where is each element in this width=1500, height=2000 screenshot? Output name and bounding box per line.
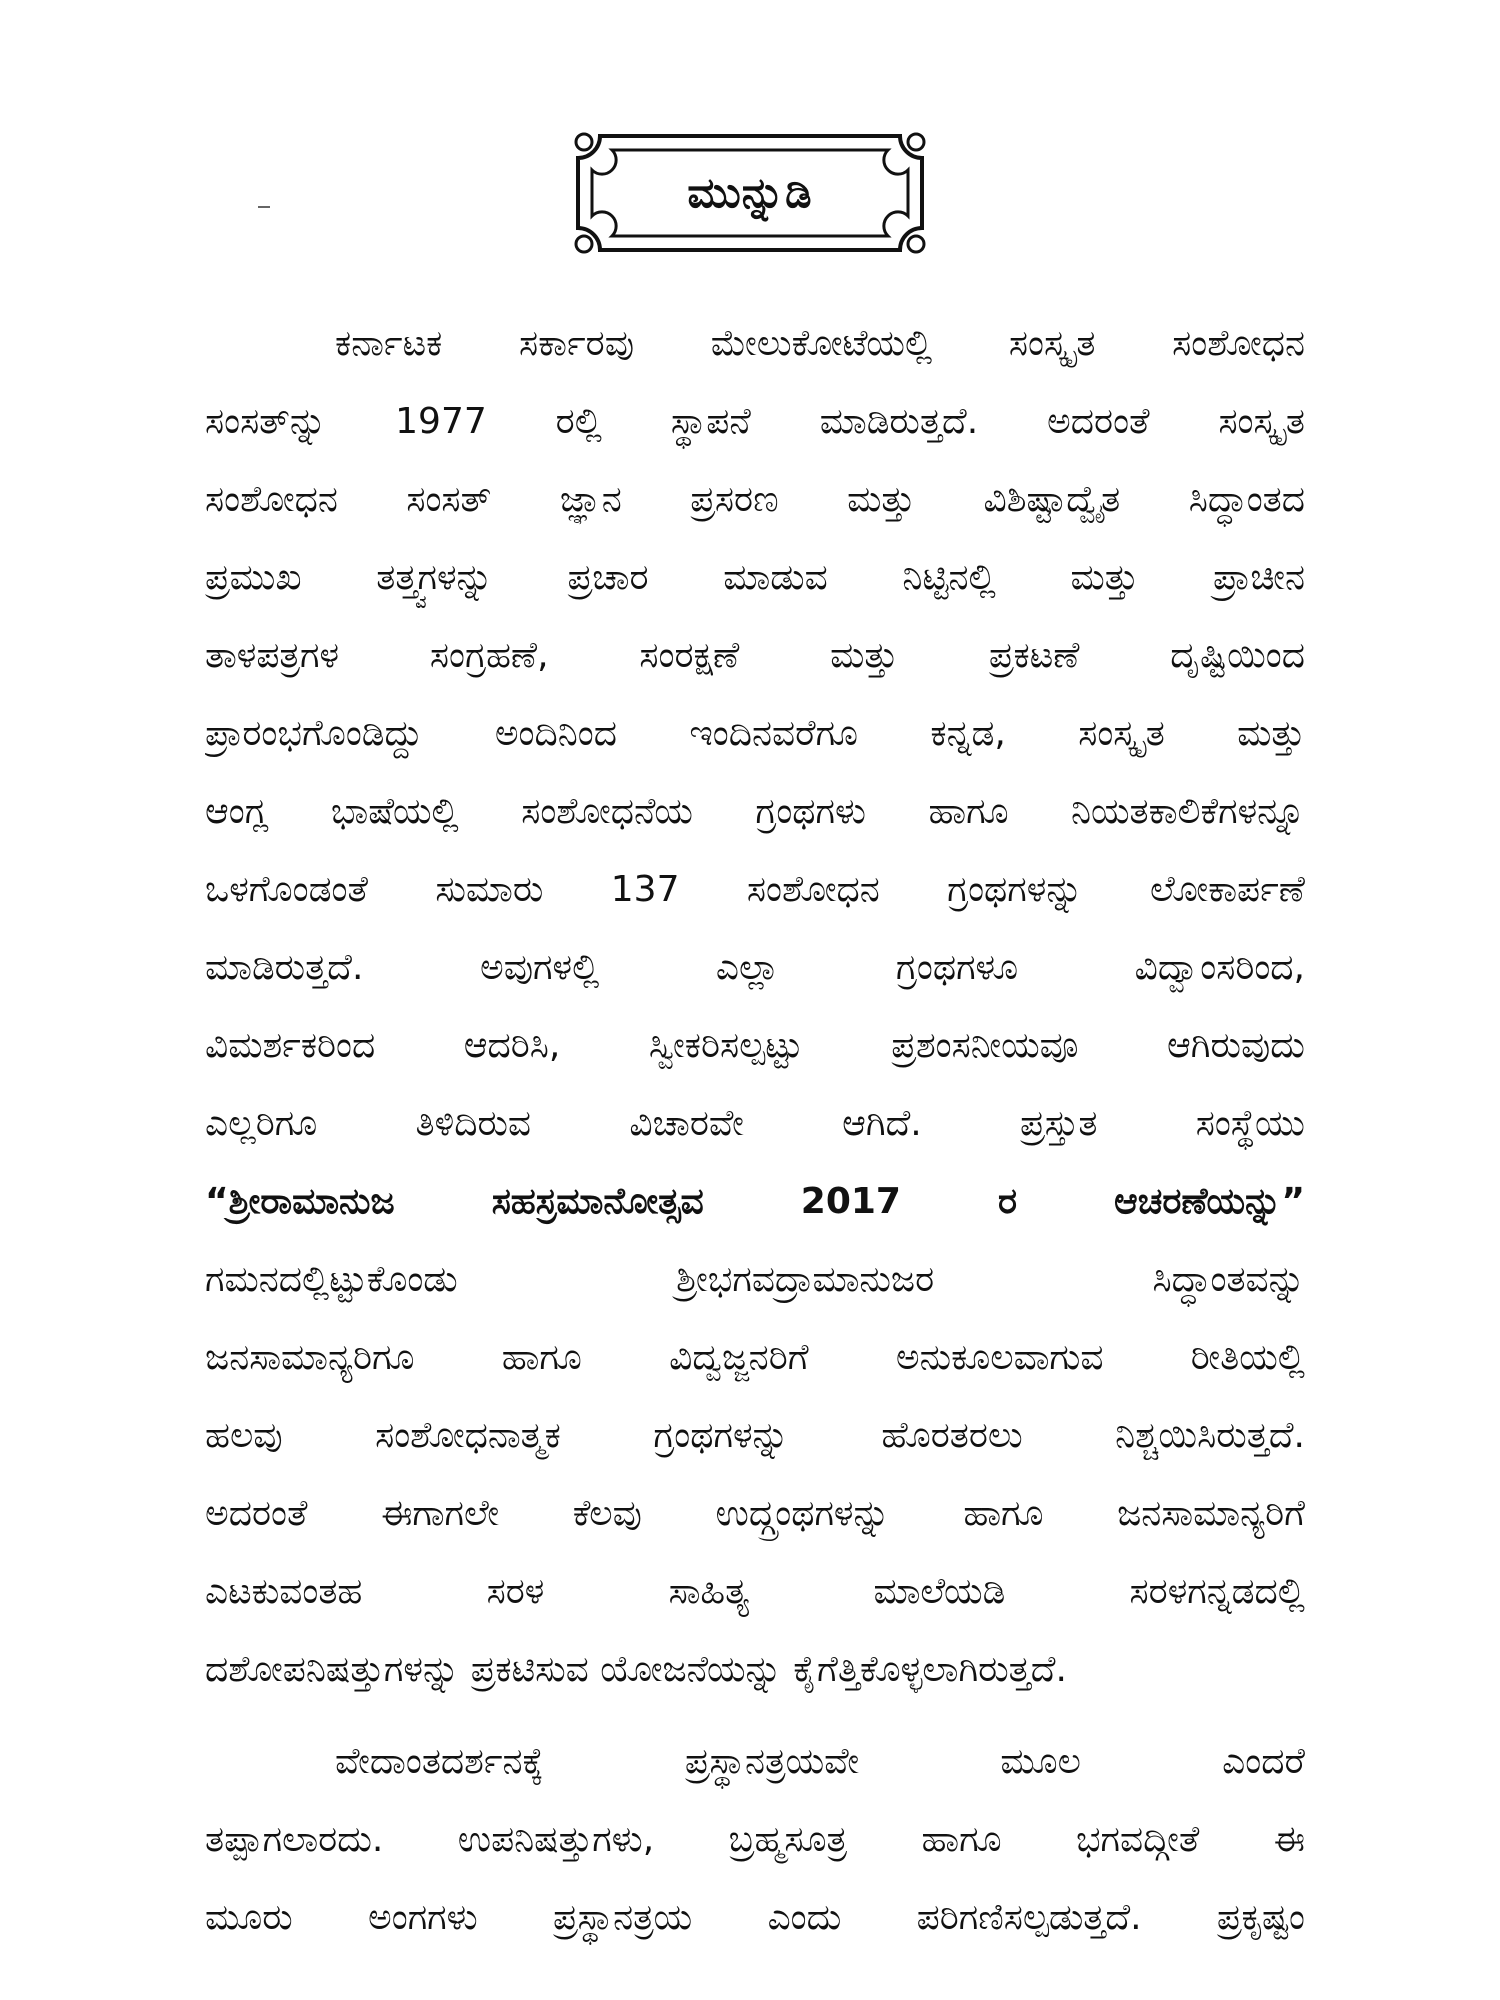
title-frame — [570, 128, 930, 258]
text-line: ಮಾಡಿರುತ್ತದೆ. ಅವುಗಳಲ್ಲಿ ಎಲ್ಲಾ ಗ್ರಂಥಗಳೂ ವಿದ್ವಾಂಸರಿಂದ, — [205, 947, 1305, 988]
text-line: ಜನಸಾಮಾನ್ಯರಿಗೂ ಹಾಗೂ ವಿದ್ವಜ್ಜನರಿಗೆ ಅನುಕೂಲವಾಗುವ ರೀತಿಯಲ್ಲಿ — [205, 1337, 1305, 1378]
text-line-bold: “ಶ್ರೀರಾಮಾನುಜ ಸಹಸ್ರಮಾನೋತ್ಸವ 2017 ರ ಆಚರಣೆಯನ್ನು” — [205, 1181, 1305, 1222]
text-line: ಪ್ರಾರಂಭಗೊಂಡಿದ್ದು ಅಂದಿನಿಂದ ಇಂದಿನವರೆಗೂ ಕನ್ನಡ, ಸಂಸ್ಕೃತ ಮತ್ತು — [205, 713, 1305, 754]
text-line: ಗಮನದಲ್ಲಿಟ್ಟುಕೊಂಡು ಶ್ರೀಭಗವದ್ರಾಮಾನುಜರ ಸಿದ್ಧಾಂತವನ್ನು — [205, 1259, 1305, 1300]
text-line: ದಶೋಪನಿಷತ್ತುಗಳನ್ನು ಪ್ರಕಟಿಸುವ ಯೋಜನೆಯನ್ನು ಕೈಗೆತ್ತಿಕೊಳ್ಳಲಾಗಿರುತ್ತದೆ. — [205, 1649, 1067, 1690]
text-line: ಸಂಸತ್‌ನ್ನು 1977 ರಲ್ಲಿ ಸ್ಥಾಪನೆ ಮಾಡಿರುತ್ತದೆ. ಅದರಂತೆ ಸಂಸ್ಕೃತ — [205, 401, 1305, 442]
stray-mark — [258, 206, 270, 208]
text-line: ಒಳಗೊಂಡಂತೆ ಸುಮಾರು 137 ಸಂಶೋಧನ ಗ್ರಂಥಗಳನ್ನು ಲೋಕಾರ್ಪಣೆ — [205, 869, 1305, 910]
text-line: ಎಲ್ಲರಿಗೂ ತಿಳಿದಿರುವ ವಿಚಾರವೇ ಆಗಿದೆ. ಪ್ರಸ್ತುತ ಸಂಸ್ಥೆಯು — [205, 1103, 1305, 1144]
text-line: ವೇದಾಂತದರ್ಶನಕ್ಕೆ ಪ್ರಸ್ಥಾನತ್ರಯವೇ ಮೂಲ ಎಂದರೆ — [335, 1741, 1305, 1782]
text-line: ತಪ್ಪಾಗಲಾರದು. ಉಪನಿಷತ್ತುಗಳು, ಬ್ರಹ್ಮಸೂತ್ರ ಹಾಗೂ ಭಗವದ್ಗೀತೆ ಈ — [205, 1819, 1305, 1860]
text-line: ಮೂರು ಅಂಗಗಳು ಪ್ರಸ್ಥಾನತ್ರಯ ಎಂದು ಪರಿಗಣಿಸಲ್ಪಡುತ್ತದೆ. ಪ್ರಕೃಷ್ಟಂ — [205, 1897, 1305, 1938]
page-title: ಮುನ್ನುಡಿ — [687, 168, 813, 217]
text-line: ಎಟಕುವಂತಹ ಸರಳ ಸಾಹಿತ್ಯ ಮಾಲೆಯಡಿ ಸರಳಗನ್ನಡದಲ್ಲಿ — [205, 1571, 1305, 1612]
text-line: ಅದರಂತೆ ಈಗಾಗಲೇ ಕೆಲವು ಉದ್ಗ್ರಂಥಗಳನ್ನು ಹಾಗೂ ಜನಸಾಮಾನ್ಯರಿಗೆ — [205, 1493, 1305, 1534]
text-line: ತಾಳಪತ್ರಗಳ ಸಂಗ್ರಹಣೆ, ಸಂರಕ್ಷಣೆ ಮತ್ತು ಪ್ರಕಟಣೆ ದೃಷ್ಟಿಯಿಂದ — [205, 635, 1305, 676]
body-text — [205, 305, 1305, 1957]
text-line: ಕರ್ನಾಟಕ ಸರ್ಕಾರವು ಮೇಲುಕೋಟೆಯಲ್ಲಿ ಸಂಸ್ಕೃತ ಸಂಶೋಧನ — [335, 323, 1305, 364]
text-line: ಪ್ರಮುಖ ತತ್ತ್ವಗಳನ್ನು ಪ್ರಚಾರ ಮಾಡುವ ನಿಟ್ಟಿನಲ್ಲಿ ಮತ್ತು ಪ್ರಾಚೀನ — [205, 557, 1305, 598]
text-line: ಹಲವು ಸಂಶೋಧನಾತ್ಮಕ ಗ್ರಂಥಗಳನ್ನು ಹೊರತರಲು ನಿಶ್ಚಯಿಸಿರುತ್ತದೆ. — [205, 1415, 1305, 1456]
text-line: ಸಂಶೋಧನ ಸಂಸತ್ ಜ್ಞಾನ ಪ್ರಸರಣ ಮತ್ತು ವಿಶಿಷ್ಟಾದ್ವೈತ ಸಿದ್ಧಾಂತದ — [205, 479, 1305, 520]
text-line: ವಿಮರ್ಶಕರಿಂದ ಆದರಿಸಿ, ಸ್ವೀಕರಿಸಲ್ಪಟ್ಟು ಪ್ರಶಂಸನೀಯವೂ ಆಗಿರುವುದು — [205, 1025, 1305, 1066]
text-line: ಆಂಗ್ಲ ಭಾಷೆಯಲ್ಲಿ ಸಂಶೋಧನೆಯ ಗ್ರಂಥಗಳು ಹಾಗೂ ನಿಯತಕಾಲಿಕೆಗಳನ್ನೂ — [205, 791, 1305, 832]
